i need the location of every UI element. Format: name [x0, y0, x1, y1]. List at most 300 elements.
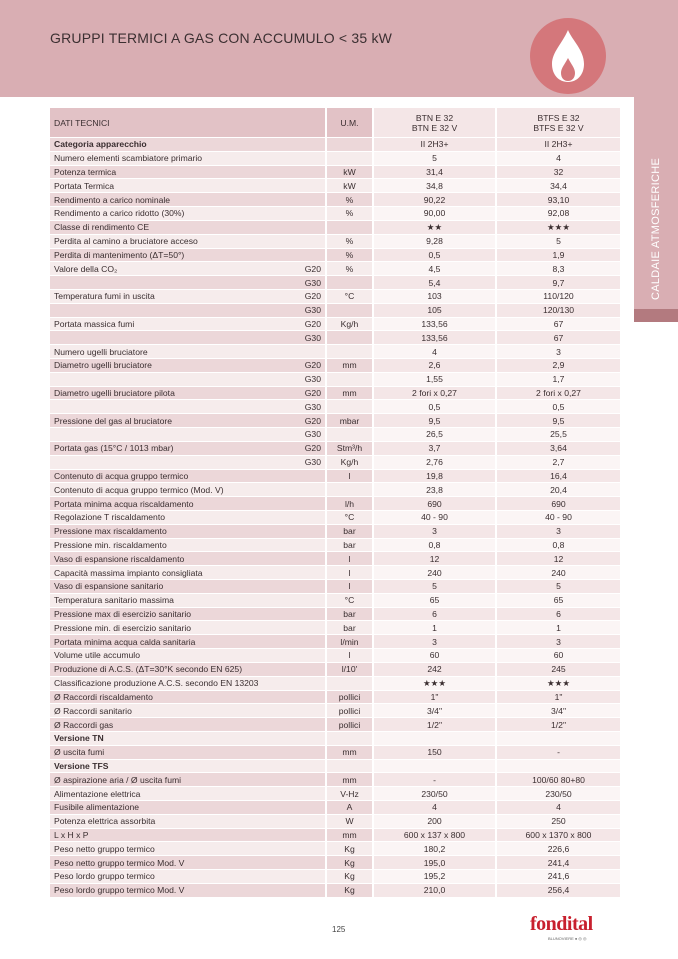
- row-fuel: [294, 580, 325, 594]
- row-value-model-1: II 2H3+: [372, 138, 495, 152]
- brand-tagline: BLUNOVIERE ● ◎ ◎: [548, 936, 587, 941]
- row-fuel: [294, 166, 325, 180]
- row-label: Portata massica fumi: [50, 318, 294, 332]
- table-row: [50, 815, 620, 829]
- row-value-model-1: 3,7: [372, 442, 495, 456]
- row-label: Potenza termica: [50, 166, 294, 180]
- row-label: Temperatura sanitario massima: [50, 594, 294, 608]
- row-unit: pollici: [325, 691, 372, 705]
- table-row: [50, 345, 620, 359]
- row-fuel: [294, 884, 325, 898]
- table-row: [50, 456, 620, 470]
- row-label: Ø Raccordi sanitario: [50, 704, 294, 718]
- row-fuel: [294, 732, 325, 746]
- row-value-model-1: 180,2: [372, 842, 495, 856]
- row-fuel: G30: [294, 400, 325, 414]
- row-value-model-1: 5,4: [372, 276, 495, 290]
- table-row: [50, 566, 620, 580]
- row-unit: kW: [325, 179, 372, 193]
- row-fuel: G30: [294, 428, 325, 442]
- row-value-model-2: 65: [495, 594, 620, 608]
- row-value-model-2: 5: [495, 235, 620, 249]
- row-value-model-2: 8,3: [495, 262, 620, 276]
- row-label: Peso netto gruppo termico: [50, 842, 294, 856]
- row-fuel: [294, 179, 325, 193]
- row-value-model-1: 3: [372, 635, 495, 649]
- row-value-model-2: 40 - 90: [495, 511, 620, 525]
- flame-icon: [548, 28, 588, 84]
- header-um: U.M.: [325, 108, 372, 138]
- row-value-model-1: 240: [372, 566, 495, 580]
- table-row: [50, 276, 620, 290]
- row-fuel: G30: [294, 276, 325, 290]
- row-value-model-2: 230/50: [495, 787, 620, 801]
- table-row: [50, 138, 620, 152]
- row-fuel: [294, 829, 325, 843]
- row-value-model-1: 12: [372, 552, 495, 566]
- row-value-model-1: 133,56: [372, 331, 495, 345]
- row-fuel: [294, 621, 325, 635]
- row-value-model-2: 4: [495, 801, 620, 815]
- row-value-model-1: ★★★: [372, 677, 495, 691]
- row-value-model-2: 256,4: [495, 884, 620, 898]
- row-value-model-2: 250: [495, 815, 620, 829]
- row-value-model-1: 3/4": [372, 704, 495, 718]
- row-unit: Kg: [325, 856, 372, 870]
- row-label: Ø uscita fumi: [50, 746, 294, 760]
- row-label: [50, 428, 294, 442]
- row-label: Portata gas (15°C / 1013 mbar): [50, 442, 294, 456]
- row-value-model-2: 0,8: [495, 539, 620, 553]
- row-fuel: [294, 539, 325, 553]
- row-fuel: [294, 842, 325, 856]
- row-value-model-2: [495, 760, 620, 774]
- row-value-model-2: 2 fori x 0,27: [495, 387, 620, 401]
- table-row: [50, 525, 620, 539]
- table-row: [50, 483, 620, 497]
- table-row: [50, 718, 620, 732]
- row-value-model-1: 5: [372, 580, 495, 594]
- row-value-model-1: 31,4: [372, 166, 495, 180]
- header-model-2: [495, 108, 620, 138]
- table-row: [50, 773, 620, 787]
- table-row: [50, 387, 620, 401]
- row-value-model-2: 67: [495, 331, 620, 345]
- row-value-model-1: -: [372, 773, 495, 787]
- row-value-model-1: 5: [372, 152, 495, 166]
- table-row: [50, 152, 620, 166]
- row-value-model-1: 65: [372, 594, 495, 608]
- row-fuel: [294, 635, 325, 649]
- row-unit: A: [325, 801, 372, 815]
- row-value-model-1: 60: [372, 649, 495, 663]
- table-row: [50, 842, 620, 856]
- row-unit: Stm³/h: [325, 442, 372, 456]
- row-unit: [325, 483, 372, 497]
- row-label: Versione TN: [50, 732, 294, 746]
- row-label: Pressione max riscaldamento: [50, 525, 294, 539]
- table-row: [50, 221, 620, 235]
- row-unit: Kg: [325, 870, 372, 884]
- row-unit: V-Hz: [325, 787, 372, 801]
- row-value-model-1: 200: [372, 815, 495, 829]
- table-row: [50, 539, 620, 553]
- row-value-model-1: 19,8: [372, 470, 495, 484]
- row-value-model-2: 5: [495, 580, 620, 594]
- row-unit: [325, 400, 372, 414]
- row-value-model-1: 105: [372, 304, 495, 318]
- table-row: [50, 552, 620, 566]
- table-row: [50, 511, 620, 525]
- row-label: Valore della CO₂: [50, 262, 294, 276]
- row-value-model-1: 26,5: [372, 428, 495, 442]
- header-fuel: [294, 108, 325, 138]
- row-fuel: G30: [294, 456, 325, 470]
- row-label: Vaso di espansione sanitario: [50, 580, 294, 594]
- table-row: [50, 621, 620, 635]
- table-row: [50, 870, 620, 884]
- row-value-model-2: 3,64: [495, 442, 620, 456]
- row-label: Categoria apparecchio: [50, 138, 294, 152]
- row-label: Perdita di mantenimento (ΔT=50°): [50, 249, 294, 263]
- table-row: [50, 359, 620, 373]
- row-unit: W: [325, 815, 372, 829]
- row-value-model-2: II 2H3+: [495, 138, 620, 152]
- row-value-model-2: 9,7: [495, 276, 620, 290]
- row-unit: [325, 138, 372, 152]
- table-row: [50, 400, 620, 414]
- row-value-model-1: 195,0: [372, 856, 495, 870]
- row-value-model-1: 1/2": [372, 718, 495, 732]
- row-value-model-2: 100/60 80+80: [495, 773, 620, 787]
- row-fuel: [294, 525, 325, 539]
- row-unit: [325, 732, 372, 746]
- row-value-model-2: 3: [495, 635, 620, 649]
- row-label: Vaso di espansione riscaldamento: [50, 552, 294, 566]
- row-unit: [325, 373, 372, 387]
- table-row: [50, 663, 620, 677]
- row-label: [50, 304, 294, 318]
- row-unit: l/h: [325, 497, 372, 511]
- row-fuel: [294, 746, 325, 760]
- row-value-model-1: 9,5: [372, 414, 495, 428]
- table-header-row: [50, 108, 620, 138]
- row-unit: mm: [325, 773, 372, 787]
- row-value-model-1: 1,55: [372, 373, 495, 387]
- table-row: [50, 497, 620, 511]
- row-label: Classe di rendimento CE: [50, 221, 294, 235]
- row-value-model-2: 120/130: [495, 304, 620, 318]
- row-value-model-2: -: [495, 746, 620, 760]
- row-unit: [325, 304, 372, 318]
- side-tab-marker: [634, 309, 678, 322]
- table-row: [50, 179, 620, 193]
- row-value-model-2: 245: [495, 663, 620, 677]
- header-model-2-line2: BTFS E 32 V: [533, 122, 584, 133]
- table-row: [50, 262, 620, 276]
- row-value-model-2: 1,7: [495, 373, 620, 387]
- row-unit: %: [325, 235, 372, 249]
- row-value-model-2: 20,4: [495, 483, 620, 497]
- row-fuel: G20: [294, 318, 325, 332]
- row-label: Peso lordo gruppo termico: [50, 870, 294, 884]
- row-value-model-2: 1,9: [495, 249, 620, 263]
- row-label: Rendimento a carico ridotto (30%): [50, 207, 294, 221]
- row-fuel: [294, 663, 325, 677]
- row-unit: [325, 428, 372, 442]
- row-value-model-2: 241,4: [495, 856, 620, 870]
- row-label: Contenuto di acqua gruppo termico: [50, 470, 294, 484]
- row-value-model-2: 60: [495, 649, 620, 663]
- row-unit: mbar: [325, 414, 372, 428]
- header-model-1-line2: BTN E 32 V: [411, 122, 458, 133]
- row-label: Portata minima acqua riscaldamento: [50, 497, 294, 511]
- row-value-model-2: 226,6: [495, 842, 620, 856]
- table-row: [50, 856, 620, 870]
- table-row: [50, 442, 620, 456]
- row-fuel: [294, 470, 325, 484]
- table-row: [50, 166, 620, 180]
- row-label: Numero elementi scambiatore primario: [50, 152, 294, 166]
- row-value-model-1: 90,22: [372, 193, 495, 207]
- row-label: [50, 373, 294, 387]
- row-fuel: [294, 193, 325, 207]
- table-row: [50, 373, 620, 387]
- row-fuel: [294, 870, 325, 884]
- row-unit: mm: [325, 746, 372, 760]
- table-row: [50, 732, 620, 746]
- row-value-model-1: ★★: [372, 221, 495, 235]
- row-fuel: G20: [294, 442, 325, 456]
- row-value-model-1: 4: [372, 345, 495, 359]
- row-value-model-1: 6: [372, 608, 495, 622]
- row-label: Portata Termica: [50, 179, 294, 193]
- row-label: Perdita al camino a bruciatore acceso: [50, 235, 294, 249]
- table-row: [50, 691, 620, 705]
- row-fuel: G20: [294, 290, 325, 304]
- row-fuel: [294, 718, 325, 732]
- row-value-model-1: 40 - 90: [372, 511, 495, 525]
- row-value-model-2: 93,10: [495, 193, 620, 207]
- row-value-model-1: 103: [372, 290, 495, 304]
- row-label: Ø Raccordi gas: [50, 718, 294, 732]
- row-unit: pollici: [325, 704, 372, 718]
- table-row: [50, 331, 620, 345]
- row-label: Ø Raccordi riscaldamento: [50, 691, 294, 705]
- table-row: [50, 304, 620, 318]
- row-unit: [325, 345, 372, 359]
- table-row: [50, 249, 620, 263]
- row-label: Temperatura fumi in uscita: [50, 290, 294, 304]
- row-fuel: [294, 566, 325, 580]
- row-fuel: [294, 138, 325, 152]
- row-label: Peso netto gruppo termico Mod. V: [50, 856, 294, 870]
- row-value-model-1: 0,5: [372, 249, 495, 263]
- row-fuel: G20: [294, 262, 325, 276]
- row-value-model-2: 6: [495, 608, 620, 622]
- row-unit: %: [325, 249, 372, 263]
- row-unit: [325, 760, 372, 774]
- row-fuel: [294, 787, 325, 801]
- row-value-model-2: 600 x 1370 x 800: [495, 829, 620, 843]
- row-value-model-2: 1/2": [495, 718, 620, 732]
- row-fuel: G30: [294, 331, 325, 345]
- row-unit: °C: [325, 290, 372, 304]
- side-tab-label: CALDAIE ATMOSFERICHE: [650, 157, 662, 300]
- row-value-model-2: 67: [495, 318, 620, 332]
- row-unit: l/min: [325, 635, 372, 649]
- row-unit: bar: [325, 525, 372, 539]
- page-number: 125: [332, 925, 346, 934]
- row-label: Numero ugelli bruciatore: [50, 345, 294, 359]
- row-fuel: [294, 677, 325, 691]
- row-fuel: [294, 801, 325, 815]
- row-value-model-1: 1": [372, 691, 495, 705]
- row-value-model-2: 3: [495, 525, 620, 539]
- header-model-1-line1: BTN E 32: [415, 112, 454, 123]
- row-fuel: [294, 552, 325, 566]
- row-value-model-2: ★★★: [495, 677, 620, 691]
- row-label: Fusibile alimentazione: [50, 801, 294, 815]
- row-value-model-2: 16,4: [495, 470, 620, 484]
- table-row: [50, 428, 620, 442]
- row-value-model-2: 34,4: [495, 179, 620, 193]
- row-fuel: [294, 483, 325, 497]
- row-label: Volume utile accumulo: [50, 649, 294, 663]
- row-fuel: [294, 608, 325, 622]
- row-value-model-2: 4: [495, 152, 620, 166]
- brand-logo: fondital: [530, 913, 593, 935]
- table-row: [50, 760, 620, 774]
- row-unit: mm: [325, 359, 372, 373]
- row-value-model-1: 23,8: [372, 483, 495, 497]
- row-label: Ø aspirazione aria / Ø uscita fumi: [50, 773, 294, 787]
- row-unit: l: [325, 566, 372, 580]
- row-unit: mm: [325, 387, 372, 401]
- row-label: Contenuto di acqua gruppo termico (Mod. V): [50, 483, 294, 497]
- header-model-2-line1: BTFS E 32: [537, 112, 580, 123]
- row-unit: l: [325, 552, 372, 566]
- row-unit: °C: [325, 511, 372, 525]
- row-value-model-1: 210,0: [372, 884, 495, 898]
- table-row: [50, 193, 620, 207]
- table-row: [50, 414, 620, 428]
- table-row: [50, 704, 620, 718]
- row-unit: Kg/h: [325, 318, 372, 332]
- row-unit: l: [325, 580, 372, 594]
- row-fuel: [294, 649, 325, 663]
- row-label: Pressione min. di esercizio sanitario: [50, 621, 294, 635]
- row-fuel: [294, 497, 325, 511]
- row-value-model-2: 241,6: [495, 870, 620, 884]
- header-model-1: [372, 108, 495, 138]
- row-value-model-2: 25,5: [495, 428, 620, 442]
- flame-badge: [530, 18, 606, 94]
- row-label: Portata minima acqua calda sanitaria: [50, 635, 294, 649]
- table-row: [50, 829, 620, 843]
- row-value-model-1: 0,8: [372, 539, 495, 553]
- row-value-model-1: [372, 760, 495, 774]
- table-row: [50, 677, 620, 691]
- row-unit: bar: [325, 608, 372, 622]
- table-row: [50, 884, 620, 898]
- row-value-model-2: 3/4": [495, 704, 620, 718]
- row-label: Alimentazione elettrica: [50, 787, 294, 801]
- row-label: [50, 456, 294, 470]
- row-fuel: [294, 221, 325, 235]
- row-value-model-1: 2 fori x 0,27: [372, 387, 495, 401]
- row-unit: %: [325, 193, 372, 207]
- row-fuel: [294, 345, 325, 359]
- row-value-model-1: 150: [372, 746, 495, 760]
- row-value-model-1: 9,28: [372, 235, 495, 249]
- header-label: DATI TECNICI: [50, 108, 294, 138]
- row-fuel: G20: [294, 359, 325, 373]
- row-label: Rendimento a carico nominale: [50, 193, 294, 207]
- row-value-model-2: 1": [495, 691, 620, 705]
- row-fuel: [294, 815, 325, 829]
- row-label: Potenza elettrica assorbita: [50, 815, 294, 829]
- row-unit: [325, 276, 372, 290]
- row-fuel: G20: [294, 387, 325, 401]
- table-row: [50, 207, 620, 221]
- row-unit: [325, 331, 372, 345]
- row-label: [50, 276, 294, 290]
- row-fuel: [294, 760, 325, 774]
- row-value-model-1: 690: [372, 497, 495, 511]
- row-fuel: [294, 856, 325, 870]
- row-value-model-1: 4,5: [372, 262, 495, 276]
- row-label: Diametro ugelli bruciatore: [50, 359, 294, 373]
- row-unit: %: [325, 207, 372, 221]
- row-unit: kW: [325, 166, 372, 180]
- row-unit: bar: [325, 539, 372, 553]
- row-fuel: [294, 691, 325, 705]
- row-fuel: [294, 207, 325, 221]
- row-unit: l: [325, 470, 372, 484]
- row-label: Peso lordo gruppo termico Mod. V: [50, 884, 294, 898]
- row-unit: l/10': [325, 663, 372, 677]
- table-row: [50, 746, 620, 760]
- row-value-model-2: 9,5: [495, 414, 620, 428]
- row-fuel: [294, 235, 325, 249]
- row-fuel: [294, 704, 325, 718]
- row-value-model-1: 34,8: [372, 179, 495, 193]
- row-value-model-1: 4: [372, 801, 495, 815]
- table-row: [50, 235, 620, 249]
- table-row: [50, 470, 620, 484]
- table-row: [50, 608, 620, 622]
- row-value-model-1: 90,00: [372, 207, 495, 221]
- row-value-model-2: 1: [495, 621, 620, 635]
- table-row: [50, 290, 620, 304]
- row-label: Pressione del gas al bruciatore: [50, 414, 294, 428]
- table-row: [50, 635, 620, 649]
- row-value-model-1: 242: [372, 663, 495, 677]
- row-label: [50, 331, 294, 345]
- row-unit: [325, 677, 372, 691]
- row-fuel: [294, 511, 325, 525]
- table-row: [50, 787, 620, 801]
- row-label: [50, 400, 294, 414]
- row-value-model-1: 0,5: [372, 400, 495, 414]
- row-unit: Kg: [325, 884, 372, 898]
- row-value-model-2: [495, 732, 620, 746]
- row-label: Diametro ugelli bruciatore pilota: [50, 387, 294, 401]
- table-row: [50, 649, 620, 663]
- row-label: Capacità massima impianto consigliata: [50, 566, 294, 580]
- row-value-model-2: 690: [495, 497, 620, 511]
